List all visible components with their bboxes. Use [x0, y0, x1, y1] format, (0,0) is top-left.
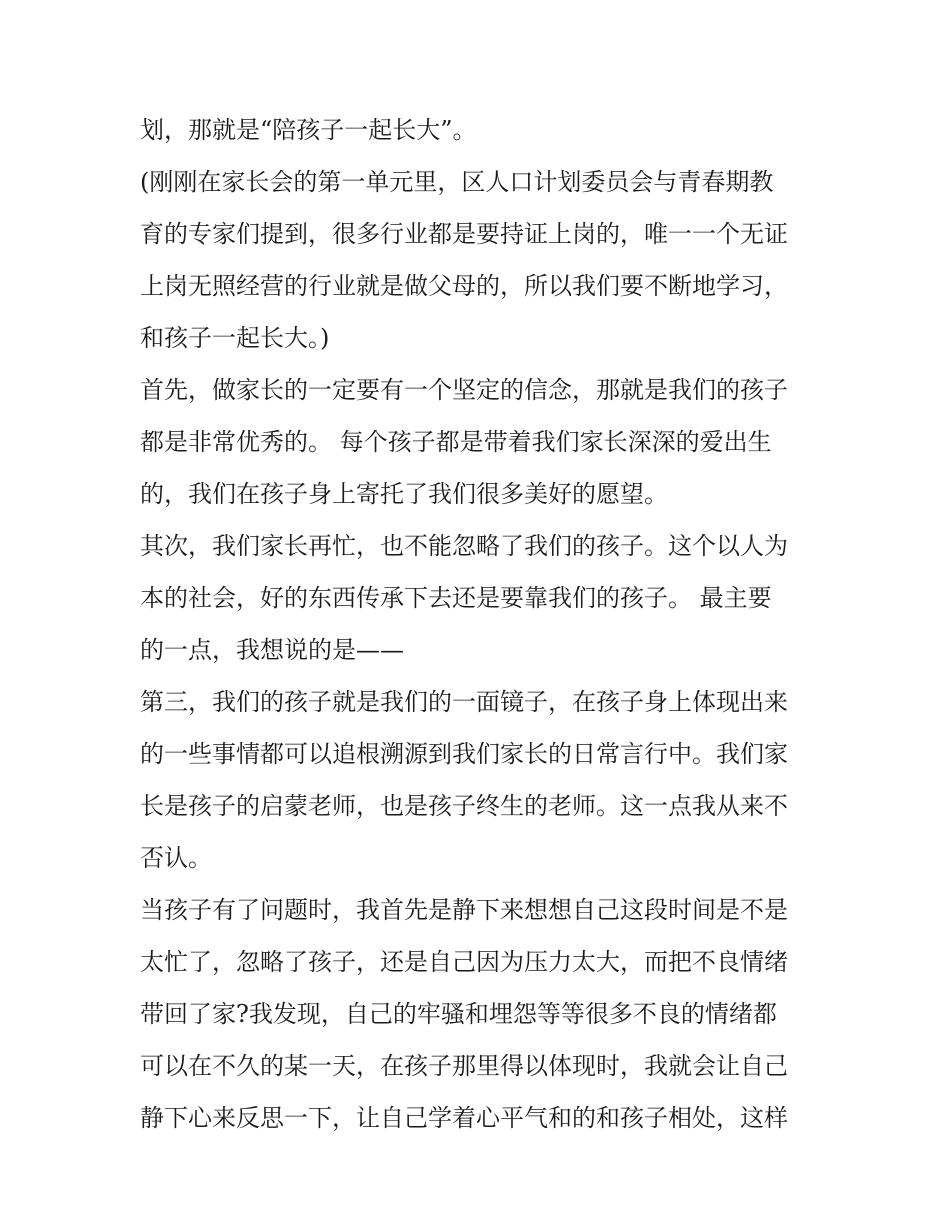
- text-line: 首先，做家长的一定要有一个坚定的信念，那就是我们的孩子: [140, 376, 788, 404]
- text-line: 育的专家们提到，很多行业都是要持证上岗的，唯一一个无证: [140, 220, 788, 248]
- text-line: 和孩子一起长大。): [140, 324, 330, 352]
- text-line: 静下心来反思一下，让自己学着心平气和的和孩子相处，这样: [140, 1104, 788, 1132]
- text-line: 上岗无照经营的行业就是做父母的，所以我们要不断地学习，: [140, 272, 788, 300]
- text-line: 都是非常优秀的。 每个孩子都是带着我们家长深深的爱出生: [140, 428, 772, 456]
- text-line: 的一些事情都可以追根溯源到我们家长的日常言行中。我们家: [140, 740, 788, 768]
- text-line: 带回了家?我发现，自己的牢骚和埋怨等等很多不良的情绪都: [140, 1000, 777, 1028]
- text-line: 本的社会，好的东西传承下去还是要靠我们的孩子。 最主要: [140, 584, 772, 612]
- text-line: 太忙了，忽略了孩子，还是自己因为压力太大，而把不良情绪: [140, 948, 788, 976]
- text-line: 可以在不久的某一天，在孩子那里得以体现时，我就会让自己: [140, 1052, 788, 1080]
- text-line: 其次，我们家长再忙，也不能忽略了我们的孩子。这个以人为: [140, 532, 788, 560]
- text-line: (刚刚在家长会的第一单元里，区人口计划委员会与青春期教: [140, 168, 774, 196]
- text-line: 否认。: [140, 844, 212, 872]
- text-line: 长是孩子的启蒙老师，也是孩子终生的老师。这一点我从来不: [140, 792, 788, 820]
- text-line: 的，我们在孩子身上寄托了我们很多美好的愿望。: [140, 480, 668, 508]
- text-line: 划，那就是“陪孩子一起长大”。: [140, 116, 477, 144]
- document-body: [140, 104, 814, 1144]
- text-line: 的一点，我想说的是——: [140, 636, 404, 664]
- text-line: 当孩子有了问题时，我首先是静下来想想自己这段时间是不是: [140, 896, 788, 924]
- text-line: 第三，我们的孩子就是我们的一面镜子，在孩子身上体现出来: [140, 688, 788, 716]
